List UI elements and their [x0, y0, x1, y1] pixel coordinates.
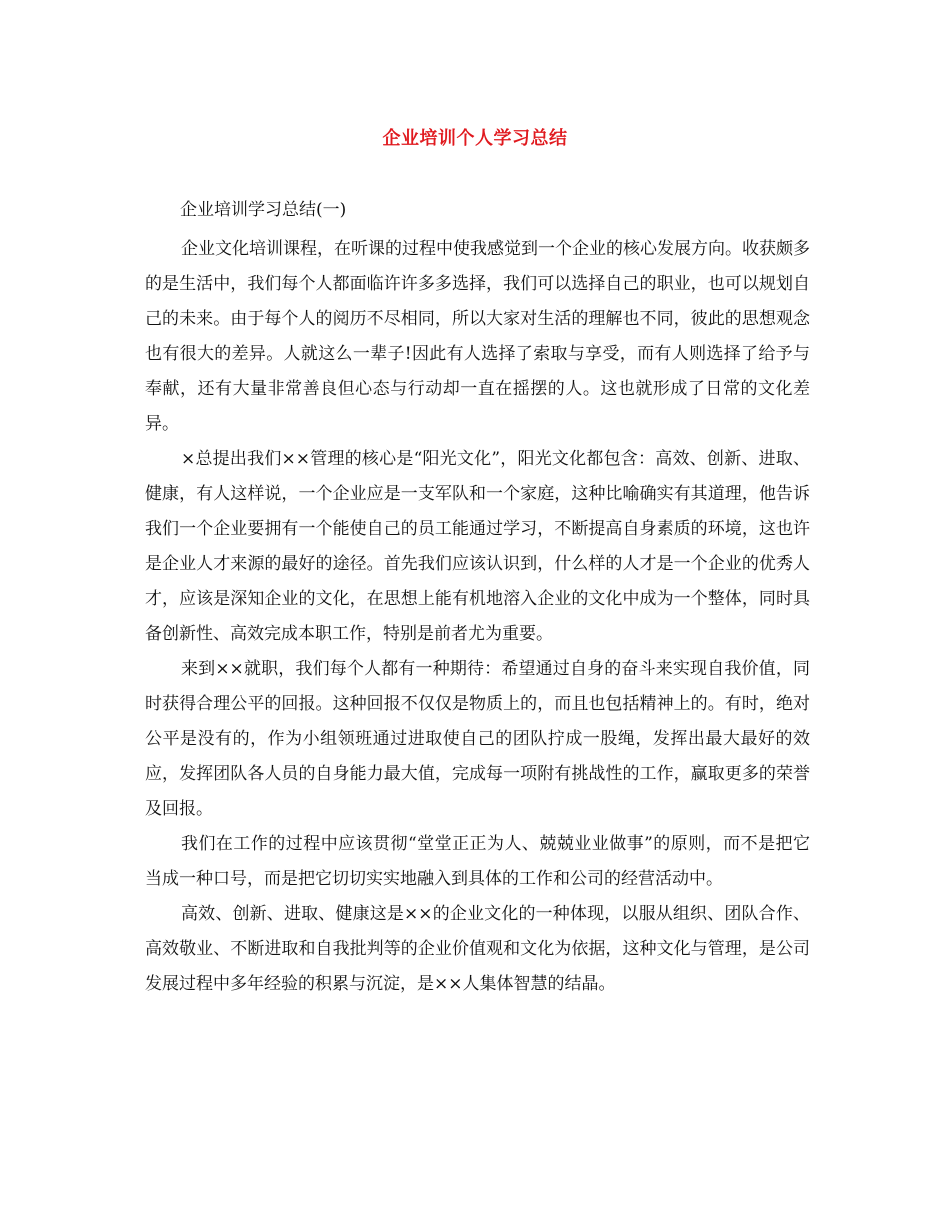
- paragraph: 企业文化培训课程，在听课的过程中使我感觉到一个企业的核心发展方向。收获颇多的是生活中，我们每个人都面临许许多多选择，我们可以选择自己的职业，也可以规划自己的未来。由于每个人的阅历不尽相同，所以大家对生活的理解也不同，彼此的思想观念也有很大的差异。人就这么一辈子!因此有人选择了索取与享受，而有人则选择了给予与奉献，还有大量非常善良但心态与行动却一直在摇摆的人。这也就形成了日常的文化差异。: [145, 239, 810, 434]
- document-body: [145, 232, 810, 1002]
- paragraph: 来到××就职，我们每个人都有一种期待：希望通过自身的奋斗来实现自我价值，同时获得合理公平的回报。这种回报不仅仅是物质上的，而且也包括精神上的。有时，绝对公平是没有的，作为小组领班通过进取使自己的团队拧成一股绳，发挥出最大最好的效应，发挥团队各人员的自身能力最大值，完成每一项附有挑战性的工作，赢取更多的荣誉及回报。: [145, 659, 810, 819]
- section-heading: 企业培训学习总结(一): [180, 200, 347, 220]
- document-title: 企业培训个人学习总结: [382, 128, 568, 149]
- paragraph: 我们在工作的过程中应该贯彻“堂堂正正为人、兢兢业业做事”的原则，而不是把它当成一种口号，而是把它切切实实地融入到具体的工作和公司的经营活动中。: [145, 834, 810, 889]
- paragraph: ×总提出我们××管理的核心是“阳光文化”，阳光文化都包含：高效、创新、进取、健康，有人这样说，一个企业应是一支军队和一个家庭，这种比喻确实有其道理，他告诉我们一个企业要拥有一个能使自己的员工能通过学习，不断提高自身素质的环境，这也许是企业人才来源的最好的途径。首先我们应该认识到，什么样的人才是一个企业的优秀人才，应该是深知企业的文化，在思想上能有机地溶入企业的文化中成为一个整体，同时具备创新性、高效完成本职工作，特别是前者尤为重要。: [145, 449, 810, 644]
- paragraph: 高效、创新、进取、健康这是××的企业文化的一种体现，以服从组织、团队合作、高效敬业、不断进取和自我批判等的企业价值观和文化为依据，这种文化与管理，是公司发展过程中多年经验的积累与沉淀，是××人集体智慧的结晶。: [145, 904, 810, 994]
